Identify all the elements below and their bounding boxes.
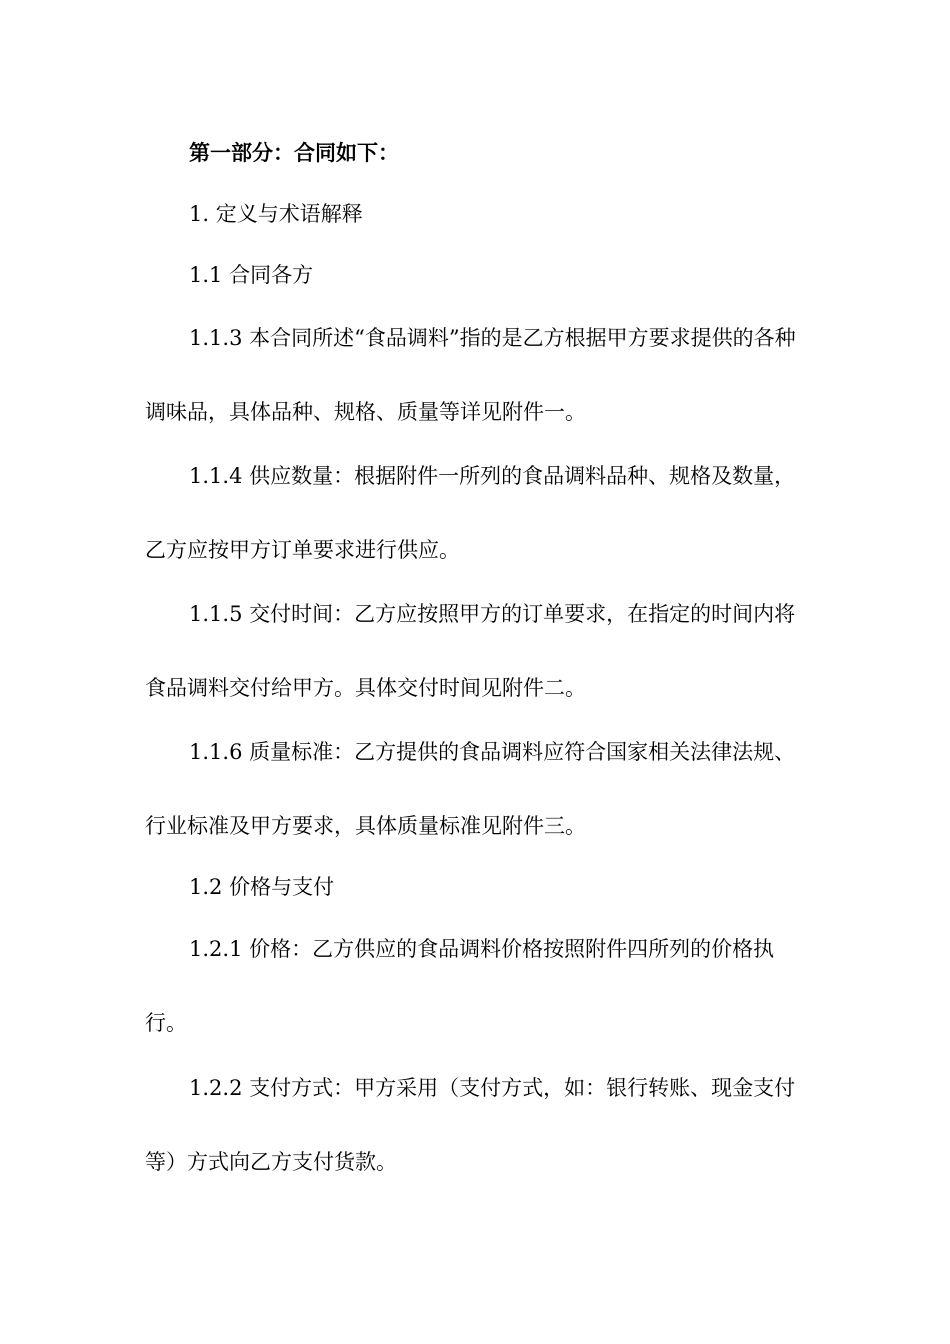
paragraph-definitions: 1. 定义与术语解释	[189, 202, 363, 226]
paragraph-1-2-1: 1.2.1 价格：乙方供应的食品调料价格按照附件四所列的价格执行。	[145, 937, 775, 1035]
paragraph-1-1-5: 1.1.5 交付时间：乙方应按照甲方的订单要求，在指定的时间内将食品调料交付给甲方。具体交付时间见附件二。	[145, 602, 796, 700]
paragraph-1-2-2: 1.2.2 支付方式：甲方采用（支付方式，如：银行转账、现金支付等）方式向乙方支付货款。	[145, 1076, 796, 1174]
paragraph-1-1-4: 1.1.4 供应数量：根据附件一所列的食品调料品种、规格及数量，乙方应按甲方订单要求进行供应。	[145, 464, 796, 562]
paragraph-price-payment: 1.2 价格与支付	[189, 875, 335, 899]
paragraph-1-1-3: 1.1.3 本合同所述“食品调料”指的是乙方根据甲方要求提供的各种调味品，具体品种、规格、质量等详见附件一。	[145, 326, 796, 424]
paragraph-parties: 1.1 合同各方	[189, 263, 314, 287]
paragraph-1-1-6: 1.1.6 质量标准：乙方提供的食品调料应符合国家相关法律法规、行业标准及甲方要求，具体质量标准见附件三。	[145, 740, 796, 838]
section-heading: 第一部分：合同如下：	[189, 140, 399, 165]
